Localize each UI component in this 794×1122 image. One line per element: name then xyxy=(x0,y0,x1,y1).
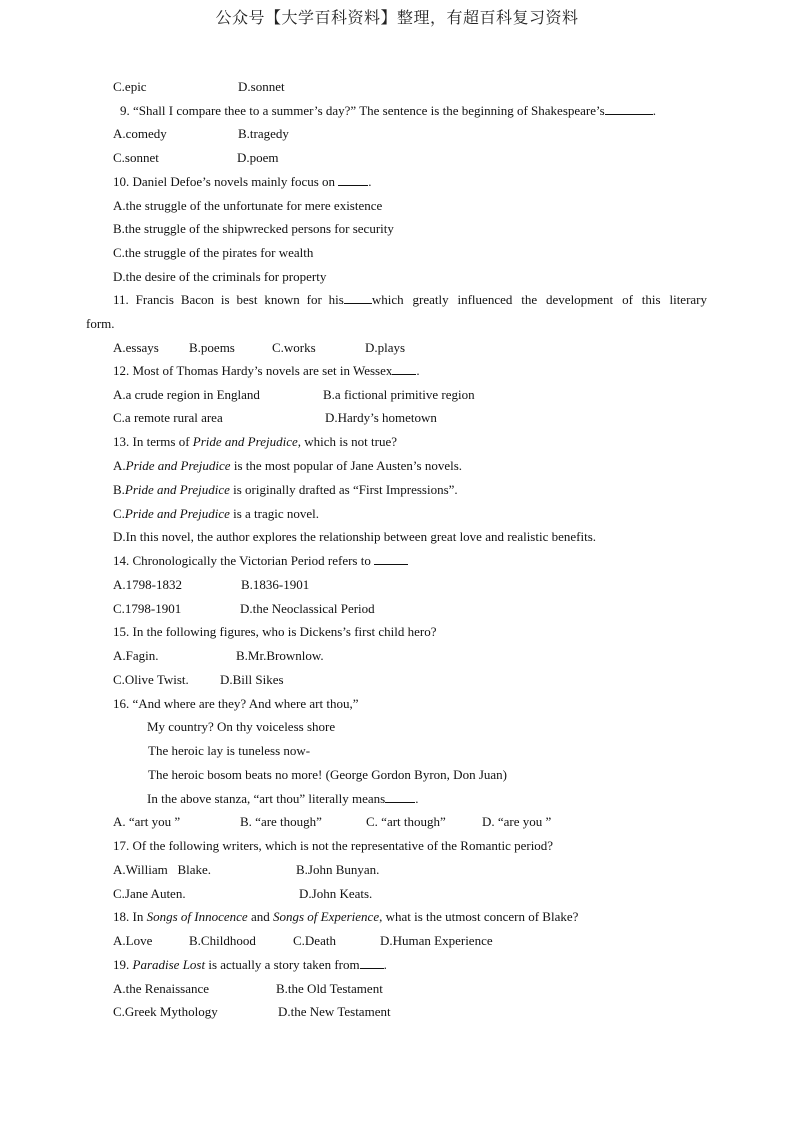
answer-blank xyxy=(360,957,384,969)
book-title: Pride and Prejudice xyxy=(192,434,298,449)
q10-option-d: D.the desire of the criminals for property xyxy=(113,269,327,284)
book-title: Songs of Innocence xyxy=(146,909,248,924)
q18-option-a: A.Love xyxy=(113,933,153,948)
q9-stem-text: 9. “Shall I compare thee to a summer’s day?” The sentence is the beginning of Shakespeare’s xyxy=(120,103,605,118)
q10-stem-text: 10. Daniel Defoe’s novels mainly focus on xyxy=(113,174,336,189)
q12-stem-text: 12. Most of Thomas Hardy’s novels are set in Wessex xyxy=(113,363,393,378)
q19-option-a: A.the Renaissance xyxy=(113,981,210,996)
q12-option-b: B.a fictional primitive region xyxy=(323,387,475,402)
option-letter: C. xyxy=(113,506,125,521)
q18-stem-text-1: 18. In xyxy=(113,909,147,924)
q13-option-c xyxy=(113,506,319,522)
q10-stem xyxy=(113,174,372,190)
q15-option-c: C.Olive Twist. xyxy=(113,672,189,687)
q19-option-c: C.Greek Mythology xyxy=(113,1004,218,1019)
answer-blank xyxy=(605,103,653,115)
q12-stem xyxy=(113,363,420,379)
option-text: is originally drafted as “First Impressions”. xyxy=(229,482,458,497)
q16-stem: 16. “And where are they? And where art thou,” xyxy=(113,696,359,711)
q8-option-c: C.epic xyxy=(113,79,147,94)
q10-option-a: A.the struggle of the unfortunate for mere existence xyxy=(113,198,383,213)
q9-option-c: C.sonnet xyxy=(113,150,159,165)
q14-option-b: B.1836-1901 xyxy=(241,577,310,592)
q17-option-c: C.Jane Auten. xyxy=(113,886,186,901)
q16-question xyxy=(147,791,418,807)
q11-stem-text-2: which greatly influenced the development of this literary xyxy=(371,292,708,307)
q14-option-c: C.1798-1901 xyxy=(113,601,182,616)
q11-option-a: A.essays xyxy=(113,340,159,355)
poem-line: The heroic bosom beats no more! (George Gordon Byron, Don Juan) xyxy=(148,767,507,782)
q15-option-b: B.Mr.Brownlow. xyxy=(236,648,324,663)
q13-option-b xyxy=(113,482,458,498)
q18-option-b: B.Childhood xyxy=(189,933,256,948)
q11-option-d: D.plays xyxy=(365,340,406,355)
option-text: is a tragic novel. xyxy=(229,506,320,521)
q19-stem-text-1: 19. xyxy=(113,957,133,972)
book-title: Paradise Lost xyxy=(132,957,206,972)
q16-option-d: D. “are you ” xyxy=(482,814,552,829)
q13-stem-text-2: , which is not true? xyxy=(297,434,398,449)
answer-blank xyxy=(374,553,408,565)
q17-stem: 17. Of the following writers, which is not the representative of the Romantic period? xyxy=(113,838,554,853)
answer-blank xyxy=(344,292,372,304)
q13-stem xyxy=(113,434,397,450)
book-title: Pride and Prejudice xyxy=(125,458,231,473)
q10-option-b: B.the struggle of the shipwrecked persons for security xyxy=(113,221,394,236)
q14-stem-text: 14. Chronologically the Victorian Period refers to xyxy=(113,553,371,568)
q13-option-d: D.In this novel, the author explores the relationship between great love and realistic benefits. xyxy=(113,529,597,544)
q16-option-c: C. “art though” xyxy=(366,814,446,829)
poem-line: The heroic lay is tuneless now- xyxy=(148,743,311,758)
q11-stem xyxy=(113,292,707,308)
q9-option-d: D.poem xyxy=(237,150,279,165)
q12-option-d: D.Hardy’s hometown xyxy=(325,410,437,425)
q15-option-a: A.Fagin. xyxy=(113,648,159,663)
page-header: 公众号【大学百科资料】整理，有超百科复习资料 xyxy=(215,8,579,27)
answer-blank xyxy=(392,363,416,375)
q13-option-a xyxy=(113,458,462,474)
q18-stem-text-3: , what is the utmost concern of Blake? xyxy=(379,909,579,924)
q19-stem-end: . xyxy=(383,957,387,972)
q16-question-text: In the above stanza, “art thou” literally means xyxy=(147,791,386,806)
q18-option-c: C.Death xyxy=(293,933,336,948)
q12-stem-end: . xyxy=(416,363,420,378)
book-title: Pride and Prejudice xyxy=(124,482,230,497)
book-title: Pride and Prejudice xyxy=(124,506,230,521)
q12-option-c: C.a remote rural area xyxy=(113,410,223,425)
q9-option-b: B.tragedy xyxy=(238,126,289,141)
option-text: is the most popular of Jane Austen’s novels. xyxy=(230,458,463,473)
q18-option-d: D.Human Experience xyxy=(380,933,493,948)
q17-option-a: A.William Blake. xyxy=(113,862,212,877)
q11-option-b: B.poems xyxy=(189,340,235,355)
option-letter: A. xyxy=(113,458,126,473)
q13-stem-text-1: 13. In terms of xyxy=(113,434,193,449)
q18-stem-text-2: and xyxy=(247,909,273,924)
q11-stem-text-1: 11. Francis Bacon is best known for his xyxy=(113,292,344,307)
q10-option-c: C.the struggle of the pirates for wealth xyxy=(113,245,314,260)
q8-option-d: D.sonnet xyxy=(238,79,285,94)
answer-blank xyxy=(338,174,368,186)
answer-blank xyxy=(385,791,415,803)
q16-option-b: B. “are though” xyxy=(240,814,322,829)
q14-stem xyxy=(113,553,408,569)
q9-option-a: A.comedy xyxy=(113,126,167,141)
q19-stem xyxy=(113,957,387,973)
q19-stem-text-2: is actually a story taken from xyxy=(205,957,360,972)
q14-option-d: D.the Neoclassical Period xyxy=(240,601,375,616)
q12-option-a: A.a crude region in England xyxy=(113,387,260,402)
q14-option-a: A.1798-1832 xyxy=(113,577,182,592)
q19-option-b: B.the Old Testament xyxy=(276,981,383,996)
q15-option-d: D.Bill Sikes xyxy=(220,672,284,687)
book-title: Songs of Experience xyxy=(272,909,380,924)
q15-stem: 15. In the following figures, who is Dickens’s first child hero? xyxy=(113,624,437,639)
q18-stem xyxy=(113,909,578,925)
q16-question-end: . xyxy=(415,791,419,806)
option-letter: B. xyxy=(113,482,125,497)
q11-stem-continued: form. xyxy=(86,316,115,331)
q9-stem xyxy=(120,103,656,119)
q9-stem-end: . xyxy=(652,103,656,118)
q16-option-a: A. “art you ” xyxy=(113,814,181,829)
q17-option-d: D.John Keats. xyxy=(299,886,373,901)
q10-stem-end: . xyxy=(368,174,372,189)
poem-line: My country? On thy voiceless shore xyxy=(147,719,336,734)
q19-option-d: D.the New Testament xyxy=(278,1004,391,1019)
q11-option-c: C.works xyxy=(272,340,316,355)
q17-option-b: B.John Bunyan. xyxy=(296,862,380,877)
